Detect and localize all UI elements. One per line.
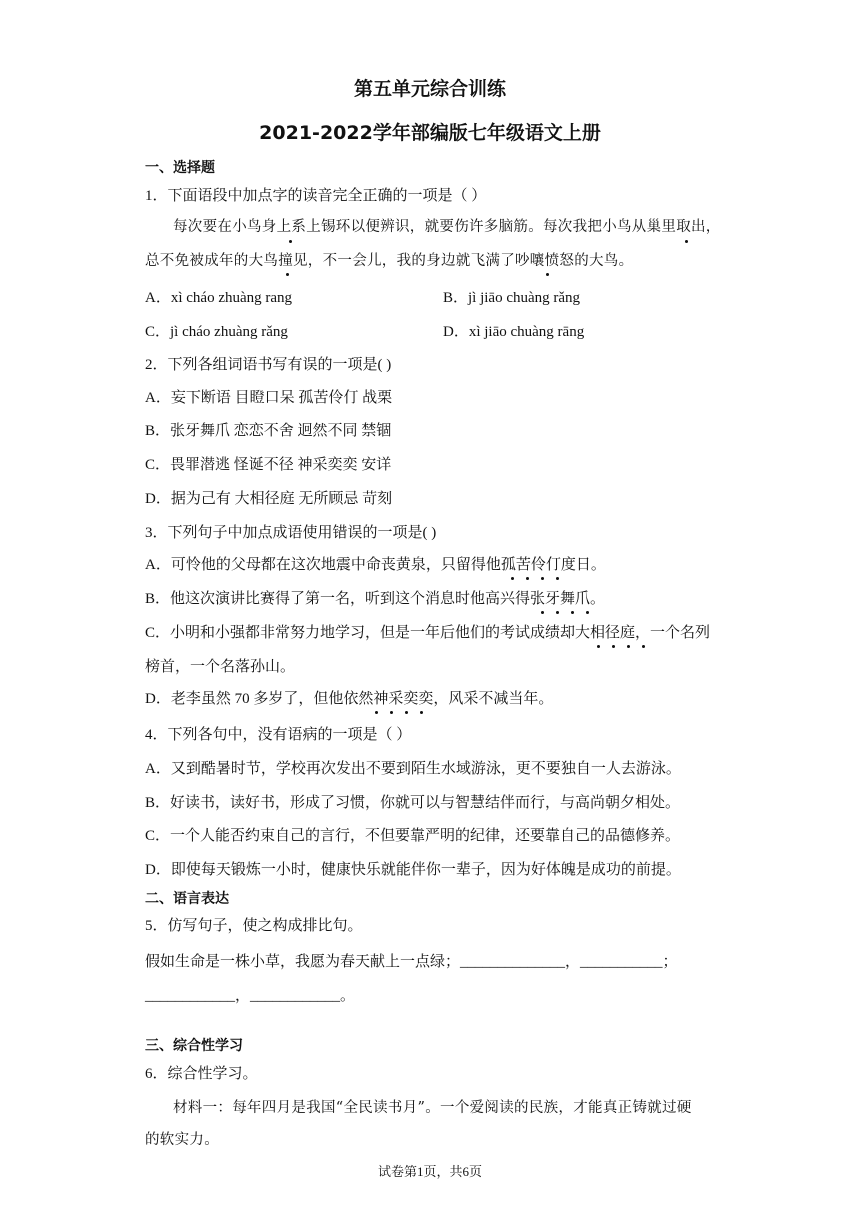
- emphasis-dot: [541, 577, 544, 580]
- emphasis-dot: [405, 711, 408, 714]
- section-heading-comprehensive: 三、综合性学习: [145, 1038, 243, 1054]
- emphasis-dot: [556, 577, 559, 580]
- section-heading-choice: 一、选择题: [145, 160, 215, 176]
- question-1-passage-line-1: 每次要在小鸟身上系上锡环以便辨识，就要伤许多脑筋。每次我把小鸟从巢里取出，: [173, 219, 721, 235]
- question-3-stem: 3．下列句子中加点成语使用错误的一项是( ): [145, 525, 437, 541]
- question-6-stem: 6．综合性学习。: [145, 1066, 258, 1082]
- question-2-option-a: A．妄下断语 目瞪口呆 孤苦伶仃 战栗: [145, 390, 393, 406]
- question-4-option-d: D．即使每天锻炼一小时，健康快乐就能伴你一辈子，因为好体魄是成功的前提。: [145, 862, 681, 878]
- emphasis-dot: [541, 611, 544, 614]
- emphasis-dot: [390, 711, 393, 714]
- question-4-option-c: C．一个人能否约束自己的言行，不但要靠严明的纪律，还要靠自己的品德修养。: [145, 828, 681, 844]
- question-4-option-b: B．好读书，读好书，形成了习惯，你就可以与智慧结伴而行，与高尚朝夕相处。: [145, 795, 681, 811]
- emphasis-dot: [571, 611, 574, 614]
- question-6-material-1-line-1: 材料一：每年四月是我国“全民读书月”。一个爱阅读的民族，才能真正铸就过硬: [173, 1100, 692, 1116]
- question-3-option-a: A．可怜他的父母都在这次地震中命丧黄泉，只留得他孤苦伶仃度日。: [145, 557, 606, 573]
- emphasis-dot: [685, 240, 688, 243]
- emphasis-dot: [597, 645, 600, 648]
- page-subtitle: 2021-2022学年部编版七年级语文上册: [259, 122, 601, 144]
- emphasis-dot: [289, 240, 292, 243]
- emphasis-dot: [612, 645, 615, 648]
- question-5-line-2: ____________，____________。: [145, 988, 356, 1004]
- emphasis-dot: [375, 711, 378, 714]
- question-2-option-b: B．张牙舞爪 恋恋不舍 迥然不同 禁锢: [145, 423, 392, 439]
- question-3-option-c-continued: 榜首，一个名落孙山。: [145, 659, 296, 675]
- page-footer: 试卷第1页，共6页: [377, 1164, 482, 1179]
- emphasis-dot: [642, 645, 645, 648]
- question-1-option-d: D．xì jiāo chuàng rāng: [443, 324, 585, 340]
- question-3-option-d: D．老李虽然 70 多岁了，但他依然神采奕奕，风采不减当年。: [145, 691, 554, 707]
- emphasis-dot: [627, 645, 630, 648]
- question-1-passage-line-2: 总不免被成年的大鸟撞见，不一会儿，我的身边就飞满了吵嚷愤怒的大鸟。: [145, 253, 634, 269]
- emphasis-dot: [286, 273, 289, 276]
- question-1-option-c: C．jì cháo zhuàng rǎng: [145, 324, 288, 340]
- emphasis-dot: [511, 577, 514, 580]
- emphasis-dot: [556, 611, 559, 614]
- question-2-stem: 2．下列各组词语书写有误的一项是( ): [145, 357, 392, 373]
- question-1-option-b: B．jì jiāo chuàng rǎng: [443, 290, 581, 306]
- question-1-stem: 1．下面语段中加点字的读音完全正确的一项是（ ）: [145, 188, 487, 204]
- question-6-material-1-line-2: 的软实力。: [145, 1132, 219, 1148]
- emphasis-dot: [546, 273, 549, 276]
- question-1-option-a: A．xì cháo zhuàng rang: [145, 290, 293, 306]
- question-2-option-c: C．畏罪潜逃 怪诞不径 神采奕奕 安详: [145, 457, 392, 473]
- question-5-line-1: 假如生命是一株小草，我愿为春天献上一点绿；______________，___________；: [145, 954, 678, 970]
- emphasis-dot: [586, 611, 589, 614]
- emphasis-dot: [420, 711, 423, 714]
- question-2-option-d: D．据为己有 大相径庭 无所顾忌 苛刻: [145, 491, 393, 507]
- section-heading-expression: 二、语言表达: [145, 891, 229, 907]
- page-title: 第五单元综合训练: [353, 78, 506, 100]
- question-4-option-a: A．又到酷暑时节，学校再次发出不要到陌生水域游泳，更不要独自一人去游泳。: [145, 761, 681, 777]
- emphasis-dot: [526, 577, 529, 580]
- question-3-option-c: C．小明和小强都非常努力地学习，但是一年后他们的考试成绩却大相径庭，一个名列: [145, 625, 711, 641]
- question-4-stem: 4．下列各句中，没有语病的一项是（ ）: [145, 727, 412, 743]
- question-3-option-b: B．他这次演讲比赛得了第一名，听到这个消息时他高兴得张牙舞爪。: [145, 591, 606, 607]
- question-5-stem: 5．仿写句子，使之构成排比句。: [145, 918, 363, 934]
